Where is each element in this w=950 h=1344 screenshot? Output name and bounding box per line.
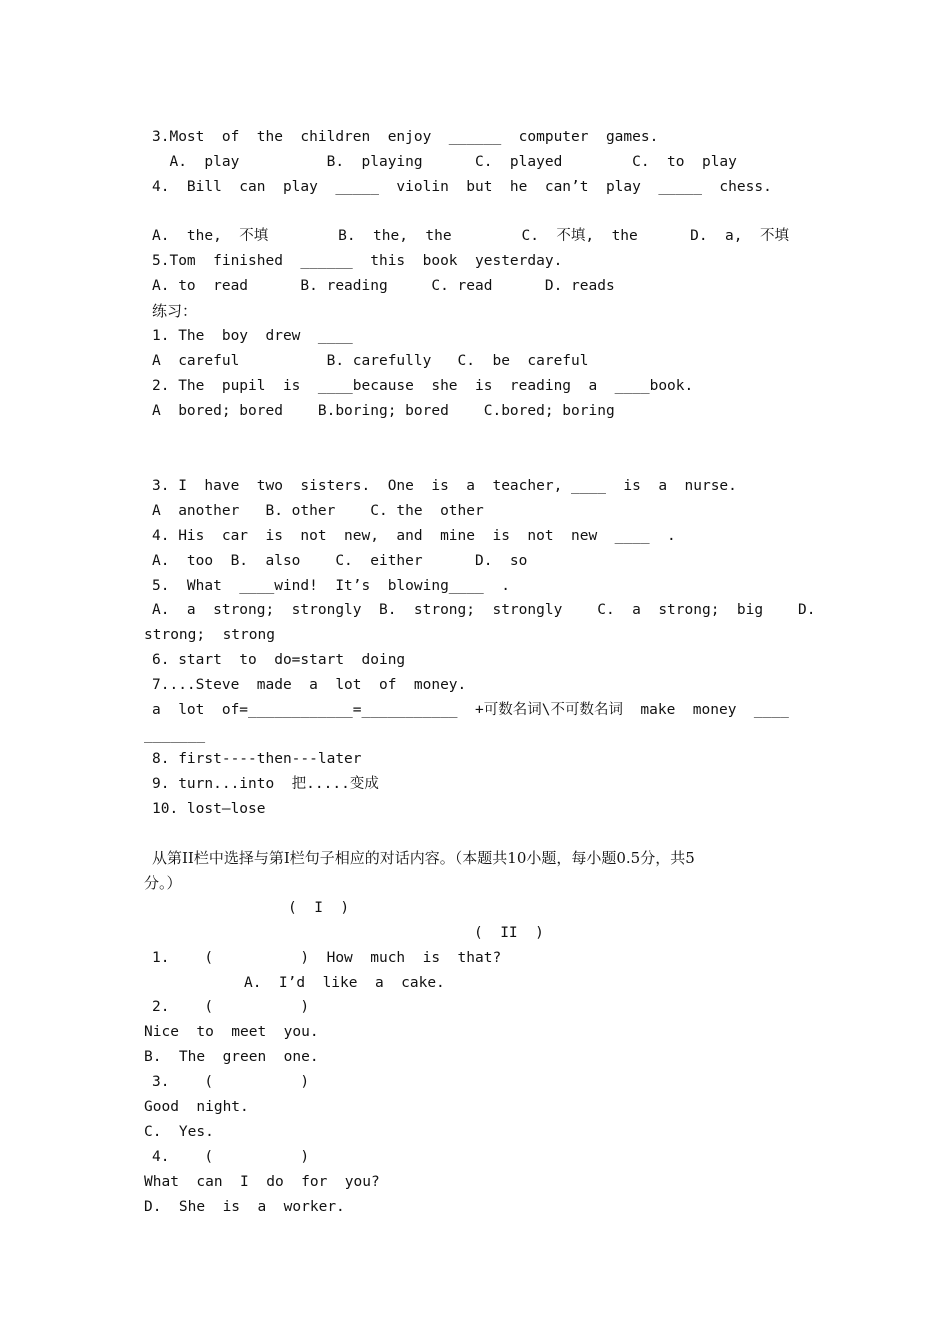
question-4-options: A. the, 不填 B. the, the C. 不填, the D. a, 不填 (152, 228, 789, 244)
question-3-stem: 3.Most of the children enjoy ______ computer games. (152, 129, 659, 145)
practice-3-options: A another B. other C. the other (152, 503, 484, 519)
matching-instructions: 从第II栏中选择与第I栏句子相应的对话内容。（本题共10小题，每小题0.5分，共5 (152, 849, 695, 867)
column-i-header: ( I ) (288, 900, 350, 916)
matching-item-4-text: What can I do for you? (144, 1174, 380, 1190)
practice-5-stem: 5. What ____wind! It’s blowing____ . (152, 578, 510, 594)
practice-1-options: A careful B. carefully C. be careful (152, 353, 589, 369)
matching-item-3-text: Good night. (144, 1099, 249, 1115)
question-5-options: A. to read B. reading C. read D. reads (152, 278, 615, 294)
note-9: 9. turn...into 把.....变成 (152, 776, 379, 792)
practice-5-options-continued: strong; strong (144, 627, 275, 643)
practice-2-options: A bored; bored B.boring; bored C.bored; boring (152, 403, 615, 419)
question-4-stem: 4. Bill can play _____ violin but he can’t play _____ chess. (152, 179, 772, 195)
matching-option-d: D. She is a worker. (144, 1199, 345, 1215)
matching-item-3: 3. ( ) (152, 1074, 310, 1090)
question-3-options: A. play B. playing C. played C. to play (152, 154, 737, 170)
matching-option-a: A. I’d like a cake. (244, 975, 445, 991)
note-6: 6. start to do=start doing (152, 652, 406, 668)
column-ii-header: ( II ) (474, 925, 544, 941)
matching-item-2-text: Nice to meet you. (144, 1024, 319, 1040)
note-7: 7....Steve made a lot of money. (152, 677, 467, 693)
matching-option-c: C. Yes. (144, 1124, 214, 1140)
practice-1-stem: 1. The boy drew ____ (152, 328, 353, 344)
practice-heading: 练习： (152, 302, 198, 320)
practice-5-options: A. a strong; strongly B. strong; strongly C. a strong; big D. (152, 602, 816, 618)
practice-4-options: A. too B. also C. either D. so (152, 553, 528, 569)
matching-item-1: 1. ( ) How much is that? (152, 950, 502, 966)
matching-option-b: B. The green one. (144, 1049, 319, 1065)
note-7-blank-continued: _______ (144, 727, 206, 743)
note-8: 8. first----then---later (152, 751, 362, 767)
practice-3-stem: 3. I have two sisters. One is a teacher, ____ is a nurse. (152, 478, 737, 494)
question-5-stem: 5.Tom finished ______ this book yesterday. (152, 253, 563, 269)
note-7-detail: a lot of=____________=___________ +可数名词\不可数名词 make money ____ (152, 702, 789, 718)
matching-item-2: 2. ( ) (152, 999, 310, 1015)
practice-4-stem: 4. His car is not new, and mine is not new ____ . (152, 528, 676, 544)
matching-item-4: 4. ( ) (152, 1149, 310, 1165)
practice-2-stem: 2. The pupil is ____because she is reading a ____book. (152, 378, 694, 394)
note-10: 10. lost—lose (152, 801, 266, 817)
matching-instructions-continued: 分。） (144, 874, 182, 892)
